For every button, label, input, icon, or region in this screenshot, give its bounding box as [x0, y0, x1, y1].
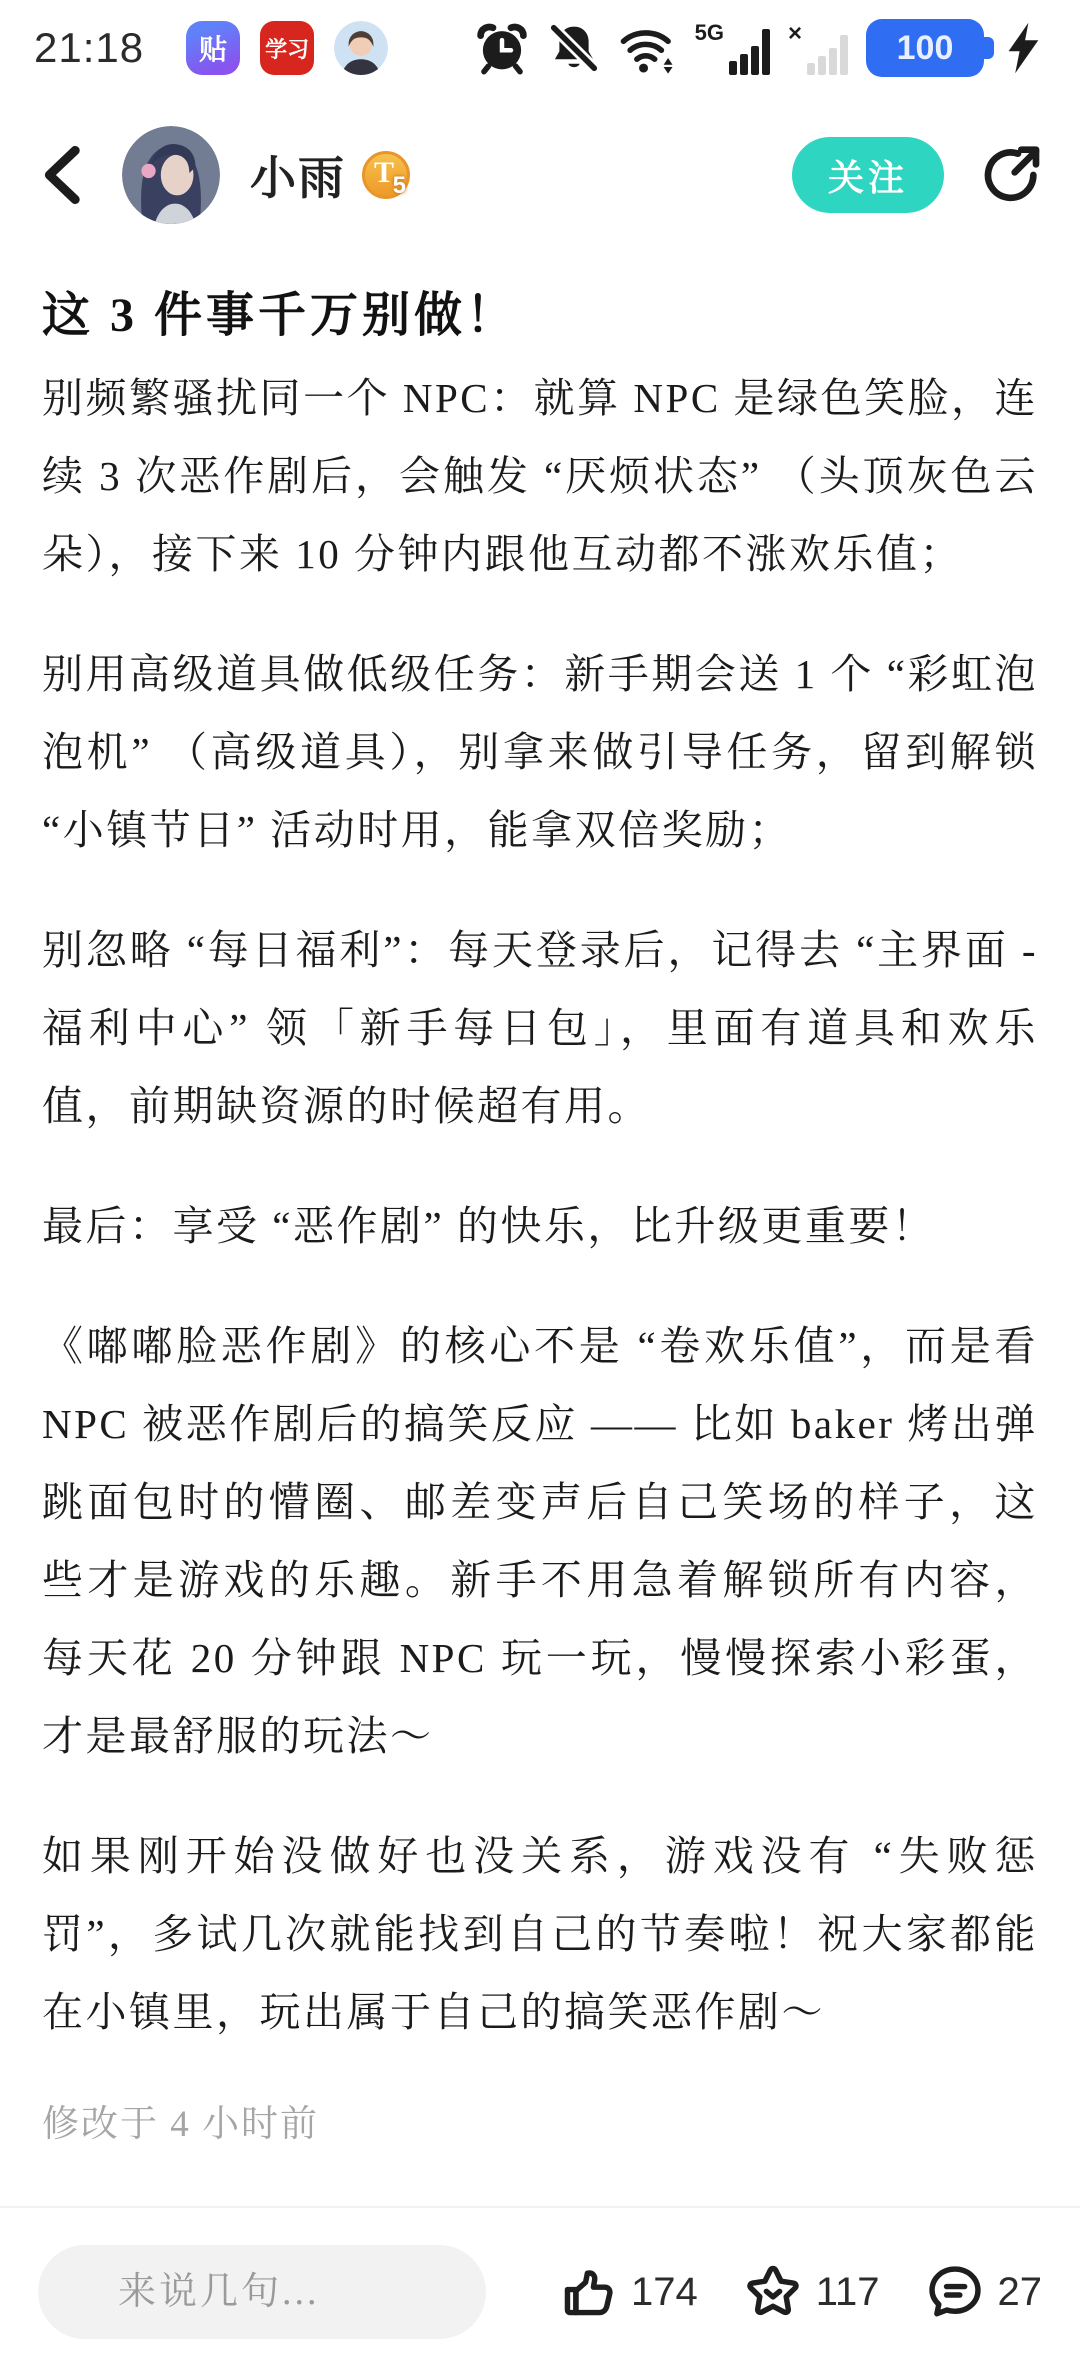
battery-indicator: [866, 19, 984, 77]
follow-button[interactable]: 关注: [792, 137, 944, 213]
share-icon: [980, 143, 1044, 207]
thumbs-up-icon: [559, 2263, 617, 2321]
post-paragraph: 《嘟嘟脸恶作剧》的核心不是 “卷欢乐值”，而是看 NPC 被恶作剧后的搞笑反应 —— 比如 baker 烤出弹跳面包时的懵圈、邮差变声后自己笑场的样子，这些才是游戏的乐趣。新手不用急着解锁所有内容，每天花 20 分钟跟 NPC 玩一玩，慢慢探索小彩蛋，才是最舒服的玩法～: [42, 1323, 1038, 1759]
badge-letter: T: [374, 156, 395, 189]
username[interactable]: 小雨: [250, 153, 346, 204]
post-paragraph: 别用高级道具做低级任务：新手期会送 1 个 “彩虹泡泡机” （高级道具），别拿来做引导任务，留到解锁 “小镇节日” 活动时用，能拿双倍奖励；: [42, 651, 1038, 853]
post-title: 这 3 件事千万别做！: [42, 289, 519, 342]
like-button[interactable]: [559, 2263, 698, 2321]
badge-level-number: 5: [392, 172, 406, 199]
wifi-icon: [619, 21, 677, 75]
comment-input[interactable]: [38, 2245, 486, 2339]
signal-sim2-muted-icon: [788, 21, 848, 75]
post-paragraph: 最后：享受 “恶作剧” 的快乐，比升级更重要！: [42, 1203, 936, 1249]
engagement-actions: [559, 2263, 1042, 2321]
post-content: [0, 276, 1080, 2147]
tieba-app-icon: [186, 21, 240, 75]
clock-time: 21:18: [34, 24, 145, 71]
charging-bolt-icon: [1002, 21, 1046, 75]
notification-app-icons: [186, 21, 388, 75]
star-collect-icon: [744, 2263, 802, 2321]
alarm-icon: [475, 21, 529, 75]
signal-5g-icon: [695, 21, 770, 75]
post-paragraph: 别忽略 “每日福利”：每天登录后，记得去 “主界面 - 福利中心” 领「新手每日包」，里面有道具和欢乐值，前期缺资源的时候超有用。: [42, 927, 1038, 1129]
back-button[interactable]: [36, 144, 86, 206]
post-header: [0, 100, 1080, 250]
comment-bubble-icon: [926, 2263, 984, 2321]
battery-level: 100: [896, 28, 954, 67]
status-icons: [475, 19, 1046, 77]
collect-button[interactable]: [744, 2263, 880, 2321]
collect-count: 117: [815, 2269, 880, 2314]
tieba-app-icon-label: 贴: [199, 34, 228, 65]
mute-bell-icon: [547, 21, 601, 75]
status-bar: [0, 0, 1080, 96]
user-avatar[interactable]: [122, 126, 220, 224]
comment-count: 27: [997, 2269, 1042, 2314]
edited-timestamp: 修改于 4 小时前: [42, 2104, 319, 2145]
no-signal-x-icon: ×: [787, 20, 802, 47]
comment-button[interactable]: [926, 2263, 1043, 2321]
notification-avatar-icon: [334, 21, 388, 75]
share-button[interactable]: [980, 143, 1044, 207]
bottom-action-bar: [0, 2206, 1080, 2376]
network-type-label: 5G: [694, 20, 724, 45]
post-paragraph: 如果刚开始没做好也没关系，游戏没有 “失败惩罚”，多试几次就能找到自己的节奏啦！祝大家都能在小镇里，玩出属于自己的搞笑恶作剧～: [42, 1833, 1038, 2035]
like-count: 174: [630, 2269, 698, 2314]
xuexi-app-icon: [260, 21, 314, 75]
user-level-badge: [362, 151, 410, 199]
post-paragraph: 别频繁骚扰同一个 NPC：就算 NPC 是绿色笑脸，连续 3 次恶作剧后，会触发 “厌烦状态” （头顶灰色云朵），接下来 10 分钟内跟他互动都不涨欢乐值；: [42, 375, 1038, 577]
xuexi-app-icon-label: 学习: [265, 36, 310, 62]
